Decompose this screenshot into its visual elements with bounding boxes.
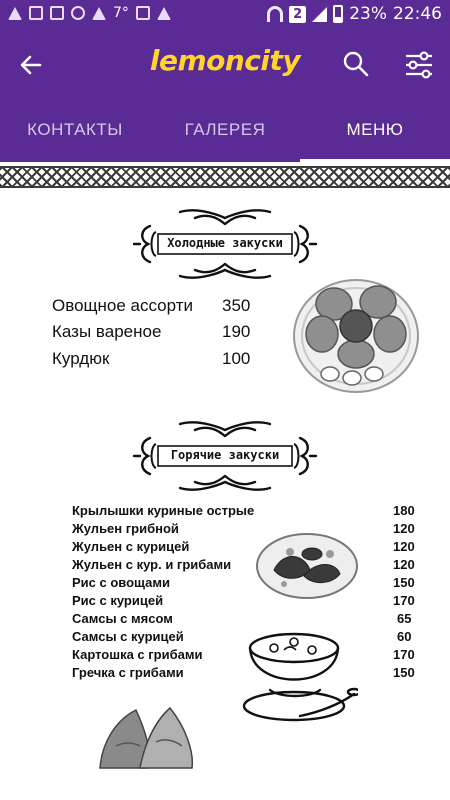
notification-icons (8, 5, 171, 21)
tab-gallery[interactable]: ГАЛЕРЕЯ (184, 120, 266, 139)
menu-item-price: 120 (393, 521, 415, 536)
cold-section-title: Холодные закуски (167, 236, 283, 250)
menu-item-name: Жульен грибной (72, 521, 179, 536)
menu-item-name: Казы вареное (52, 322, 162, 341)
search-icon (340, 48, 372, 80)
menu-item-name: Самсы с мясом (72, 611, 173, 626)
menu-item-price: 65 (397, 611, 412, 626)
search-button[interactable] (340, 48, 372, 80)
app-notification-icon (71, 6, 85, 20)
menu-item-price: 190 (222, 322, 251, 341)
cold-dish-illustration (290, 274, 422, 396)
wifi-icon (267, 6, 283, 22)
menu-item-price: 150 (393, 665, 415, 680)
menu-item-price: 170 (393, 593, 415, 608)
menu-item-name: Крылышки куриные острые (72, 503, 255, 518)
hot-dish-illustration (254, 530, 360, 602)
download-icon (50, 6, 64, 20)
battery-percent: 23% (349, 4, 387, 24)
clock: 22:46 (393, 4, 442, 24)
menu-item-name: Самсы с курицей (72, 629, 184, 644)
menu-item-name: Рис с овощами (72, 575, 171, 590)
tab-menu[interactable]: МЕНЮ (300, 98, 450, 162)
menu-item-price: 100 (222, 349, 251, 368)
system-icons (267, 4, 442, 24)
app-notification-icon (136, 6, 150, 20)
status-bar (0, 0, 450, 32)
menu-item-name: Гречка с грибами (72, 665, 184, 680)
menu-item-name: Овощное ассорти (52, 296, 193, 315)
ornament-border (0, 166, 450, 188)
samsa-illustration (96, 702, 196, 774)
menu-item-price: 120 (393, 539, 415, 554)
tab-contacts[interactable]: КОНТАКТЫ (27, 120, 123, 139)
menu-item-name: Рис с курицей (72, 593, 164, 608)
soup-bowl-illustration (240, 620, 358, 748)
menu-item-name: Жульен с курицей (72, 539, 190, 554)
menu-item-price: 150 (393, 575, 415, 590)
menu-page[interactable] (0, 162, 450, 800)
hot-section-header (0, 416, 450, 496)
filter-button[interactable] (402, 48, 436, 82)
filter-icon (402, 48, 436, 82)
image-icon (29, 6, 43, 20)
menu-item-price: 350 (222, 296, 251, 315)
signal-icon (312, 7, 327, 22)
notification-icon (157, 7, 171, 20)
menu-item-name: Курдюк (52, 349, 110, 368)
menu-item-name: Жульен с кур. и грибами (72, 557, 232, 572)
sim-badge: 2 (289, 6, 306, 23)
app-bar (0, 32, 450, 98)
app-logo: lemoncity (149, 44, 301, 77)
notification-icon (8, 7, 22, 20)
notification-icon (92, 7, 106, 20)
temperature: 7° (113, 5, 129, 21)
hot-section-title: Горячие закуски (170, 448, 280, 462)
menu-item-price: 60 (397, 629, 412, 644)
menu-item-price: 180 (393, 503, 415, 518)
menu-item-price: 120 (393, 557, 415, 572)
menu-item-price: 170 (393, 647, 415, 662)
cold-section-header (0, 204, 450, 284)
tab-bar (0, 98, 450, 162)
menu-item-name: Картошка с грибами (72, 647, 203, 662)
battery-icon (333, 5, 343, 23)
